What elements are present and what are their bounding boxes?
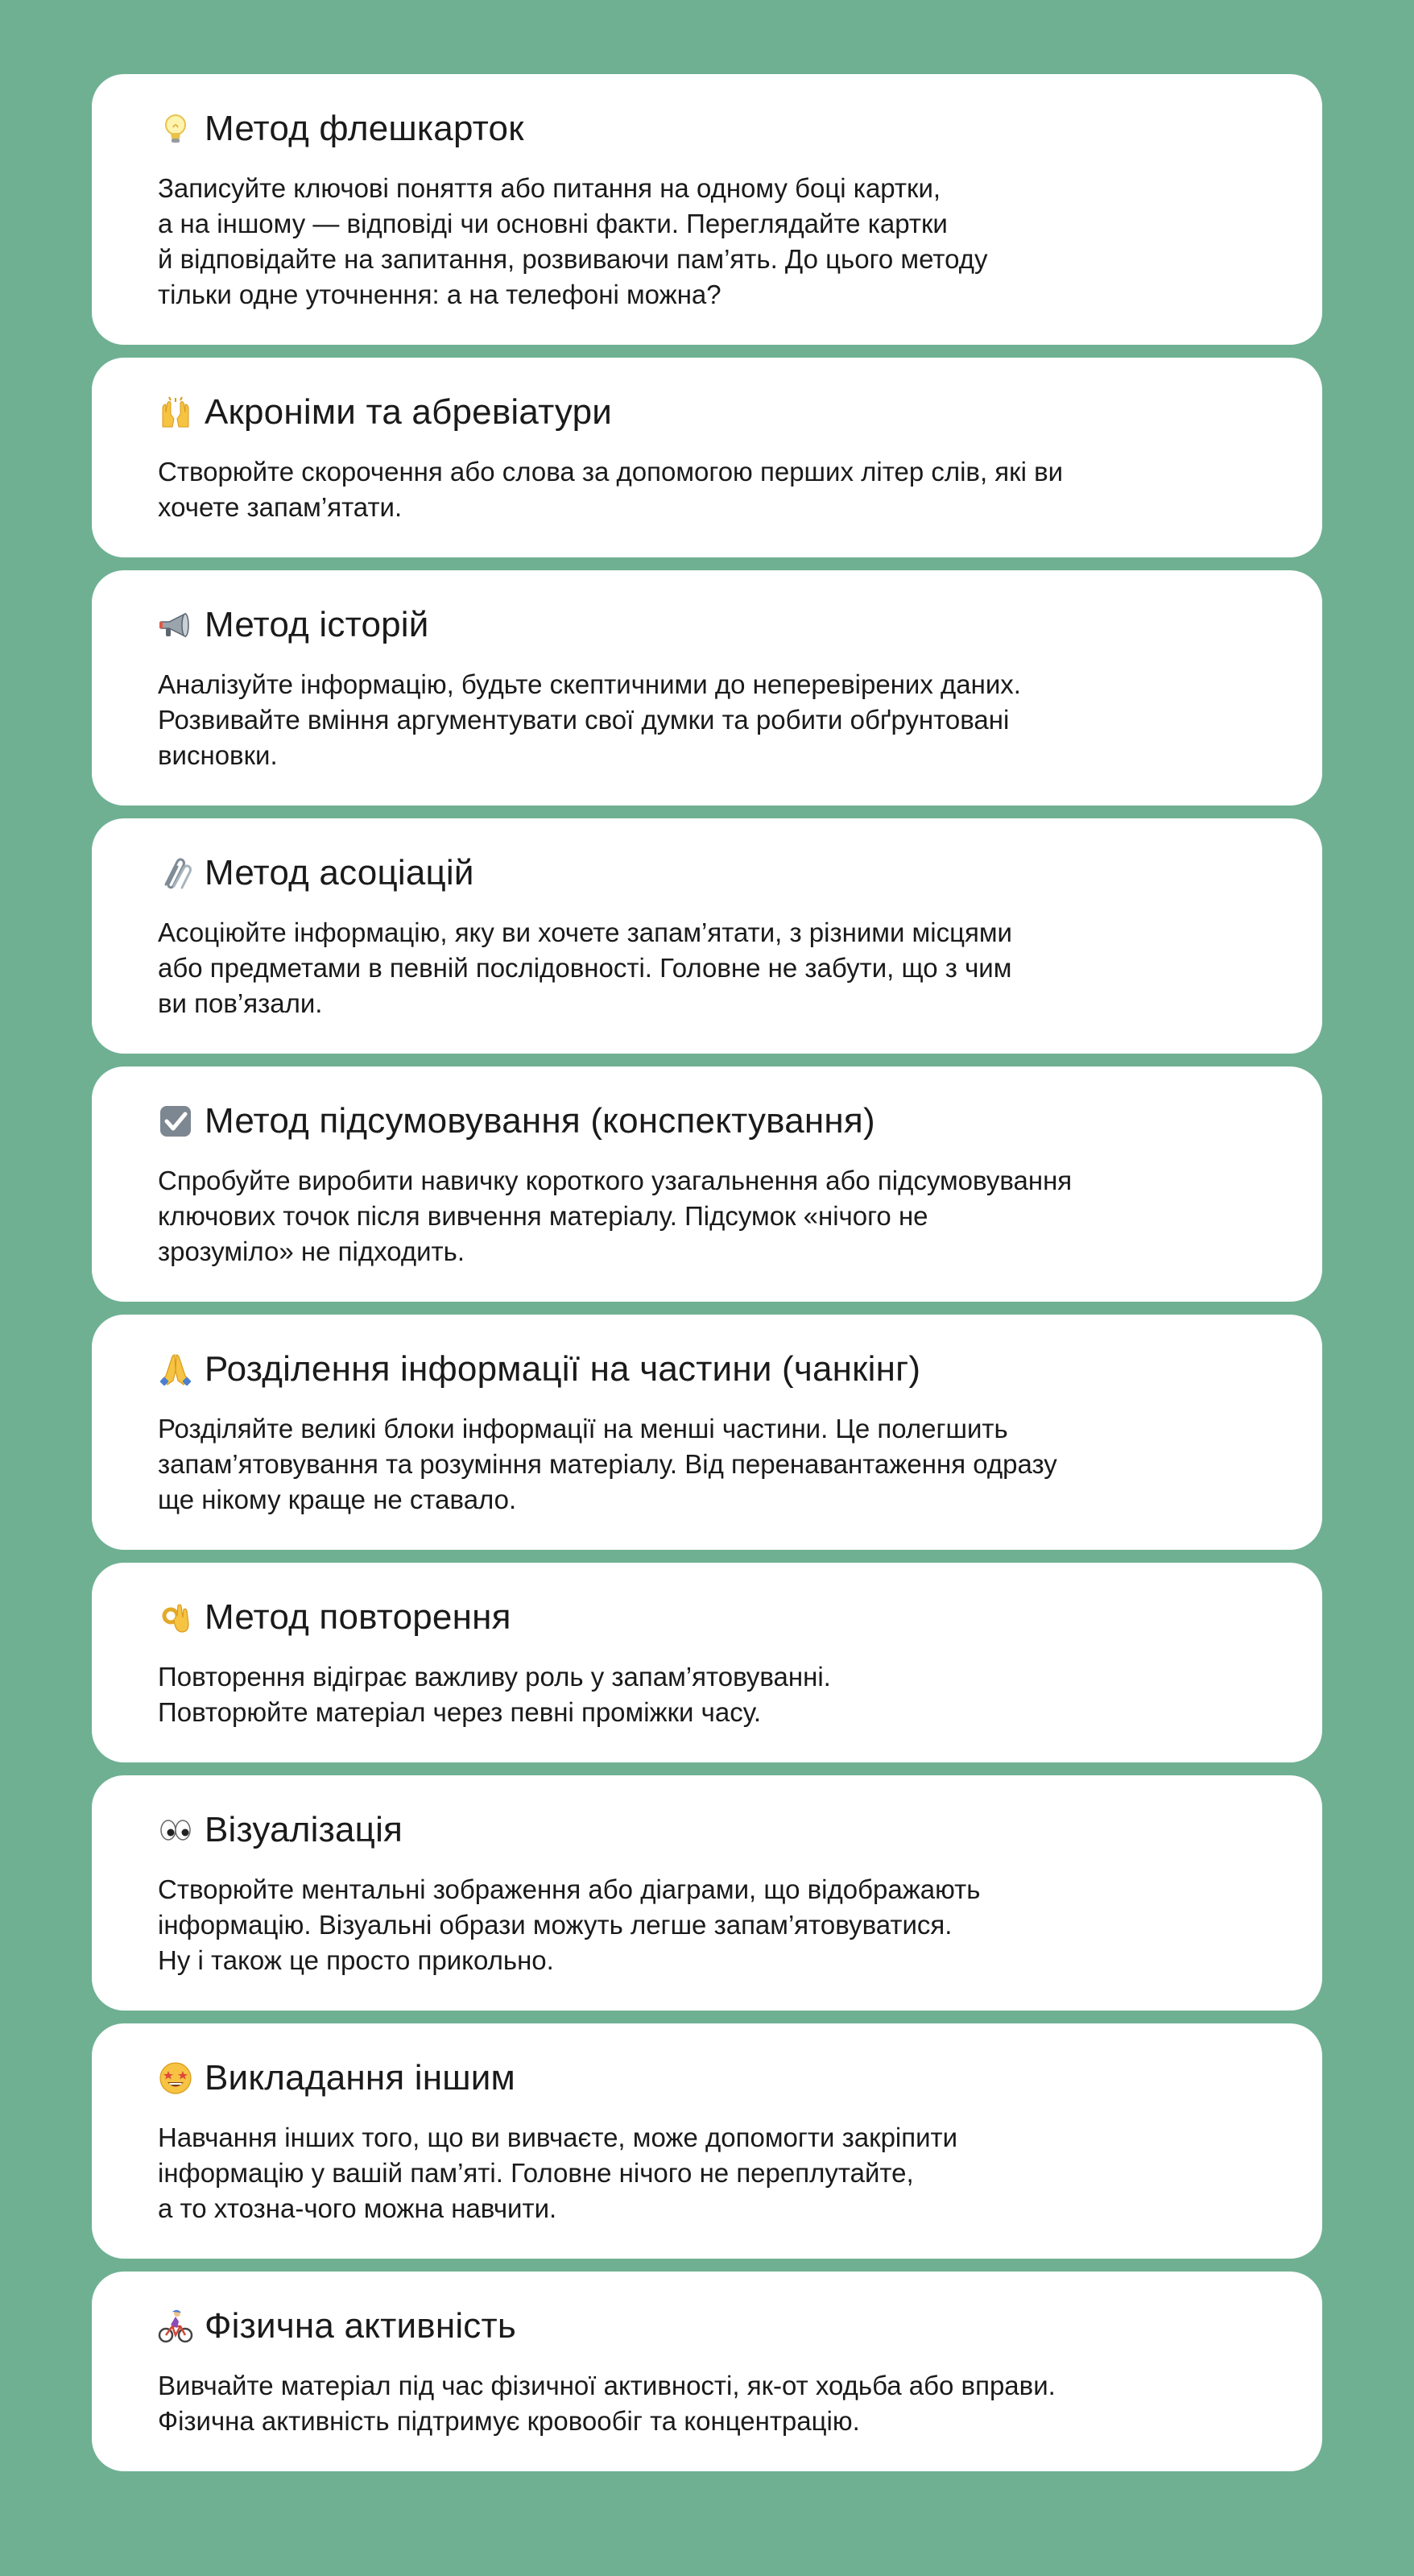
text-line: Створюйте скорочення або слова за допомогою перших літер слів, які ви: [158, 457, 1064, 487]
card-text: [158, 1411, 1256, 1518]
text-line: інформацію. Візуальні образи можуть легше запам’ятовуватися.: [158, 1910, 953, 1940]
card-summarizing: [92, 1066, 1322, 1302]
card-title: Метод історій: [205, 605, 429, 644]
text-line: ключових точок після вивчення матеріалу. Підсумок «нічого не: [158, 1201, 928, 1231]
lightbulb-icon: [158, 111, 193, 147]
paperclips-icon: [158, 855, 193, 891]
text-line: а то хтозна-чого можна навчити.: [158, 2193, 557, 2223]
card-title: Метод асоціацій: [205, 853, 474, 892]
text-line: зрозуміло» не підходить.: [158, 1236, 465, 1266]
text-line: Вивчайте матеріал під час фізичної активності, як-от ходьба або вправи.: [158, 2371, 1056, 2400]
check-box-icon: [158, 1104, 193, 1139]
megaphone-icon: [158, 607, 193, 643]
text-line: а на іншому — відповіді чи основні факти. Переглядайте картки: [158, 209, 948, 238]
card-text: [158, 2120, 1256, 2226]
card-title: Фізична активність: [205, 2306, 516, 2346]
text-line: інформацію у вашій пам’яті. Головне нічого не переплутайте,: [158, 2158, 914, 2188]
card-visualization: [92, 1775, 1322, 2011]
card-teaching-others: [92, 2023, 1322, 2259]
text-line: хочете запам’ятати.: [158, 492, 403, 522]
card-title: Розділення інформації на частини (чанкінг): [205, 1349, 921, 1389]
card-text: [158, 667, 1256, 773]
card-acronyms: [92, 358, 1322, 557]
card-physical-activity: [92, 2272, 1322, 2471]
star-struck-face-icon: [158, 2060, 193, 2096]
text-line: Фізична активність підтримує кровообіг та концентрацію.: [158, 2406, 860, 2436]
card-flashcards: [92, 74, 1322, 345]
text-line: Розділяйте великі блоки інформації на менші частини. Це полегшить: [158, 1414, 1008, 1443]
card-text: [158, 1659, 1256, 1730]
card-title: Візуалізація: [205, 1810, 403, 1849]
text-line: Аналізуйте інформацію, будьте скептичними до неперевірених даних.: [158, 669, 1021, 699]
raising-hands-icon: [158, 395, 193, 430]
text-line: запам’ятовування та розуміння матеріалу. Від перенавантаження одразу: [158, 1449, 1057, 1479]
card-text: [158, 915, 1256, 1021]
text-line: ви пов’язали.: [158, 988, 323, 1018]
card-text: [158, 171, 1256, 313]
card-repetition: [92, 1563, 1322, 1762]
ok-hand-icon: [158, 1600, 193, 1635]
cyclist-icon: [158, 2309, 193, 2344]
card-title: Акроніми та абревіатури: [205, 392, 613, 432]
card-text: [158, 2368, 1256, 2439]
text-line: Ну і також це просто прикольно.: [158, 1945, 554, 1975]
eyes-icon: [158, 1812, 193, 1848]
card-associations: [92, 818, 1322, 1054]
text-line: Асоціюйте інформацію, яку ви хочете запам’ятати, з різними місцями: [158, 917, 1012, 947]
text-line: Створюйте ментальні зображення або діаграми, що відображають: [158, 1874, 981, 1904]
text-line: Навчання інших того, що ви вивчаєте, може допомогти закріпити: [158, 2123, 958, 2152]
text-line: Розвивайте вміння аргументувати свої думки та робити обґрунтовані: [158, 705, 1010, 735]
text-line: висновки.: [158, 740, 278, 770]
text-line: Спробуйте виробити навичку короткого узагальнення або підсумовування: [158, 1166, 1073, 1195]
folded-hands-icon: [158, 1352, 193, 1387]
card-text: [158, 454, 1256, 525]
text-line: Повторюйте матеріал через певні проміжки часу.: [158, 1697, 762, 1727]
card-chunking: [92, 1315, 1322, 1550]
text-line: або предметами в певній послідовності. Головне не забути, що з чим: [158, 953, 1012, 983]
text-line: Записуйте ключові поняття або питання на одному боці картки,: [158, 173, 941, 203]
card-text: [158, 1872, 1256, 1978]
text-line: тільки одне уточнення: а на телефоні можна?: [158, 280, 721, 309]
card-title: Метод підсумовування (конспектування): [205, 1101, 875, 1141]
card-text: [158, 1163, 1256, 1269]
text-line: й відповідайте на запитання, розвиваючи пам’ять. До цього методу: [158, 244, 988, 274]
card-title: Метод повторення: [205, 1597, 511, 1637]
text-line: Повторення відіграє важливу роль у запам’ятовуванні.: [158, 1662, 831, 1692]
card-title: Викладання іншим: [205, 2058, 516, 2098]
card-title: Метод флешкарток: [205, 109, 524, 148]
card-stories: [92, 570, 1322, 806]
text-line: ще нікому краще не ставало.: [158, 1485, 517, 1514]
